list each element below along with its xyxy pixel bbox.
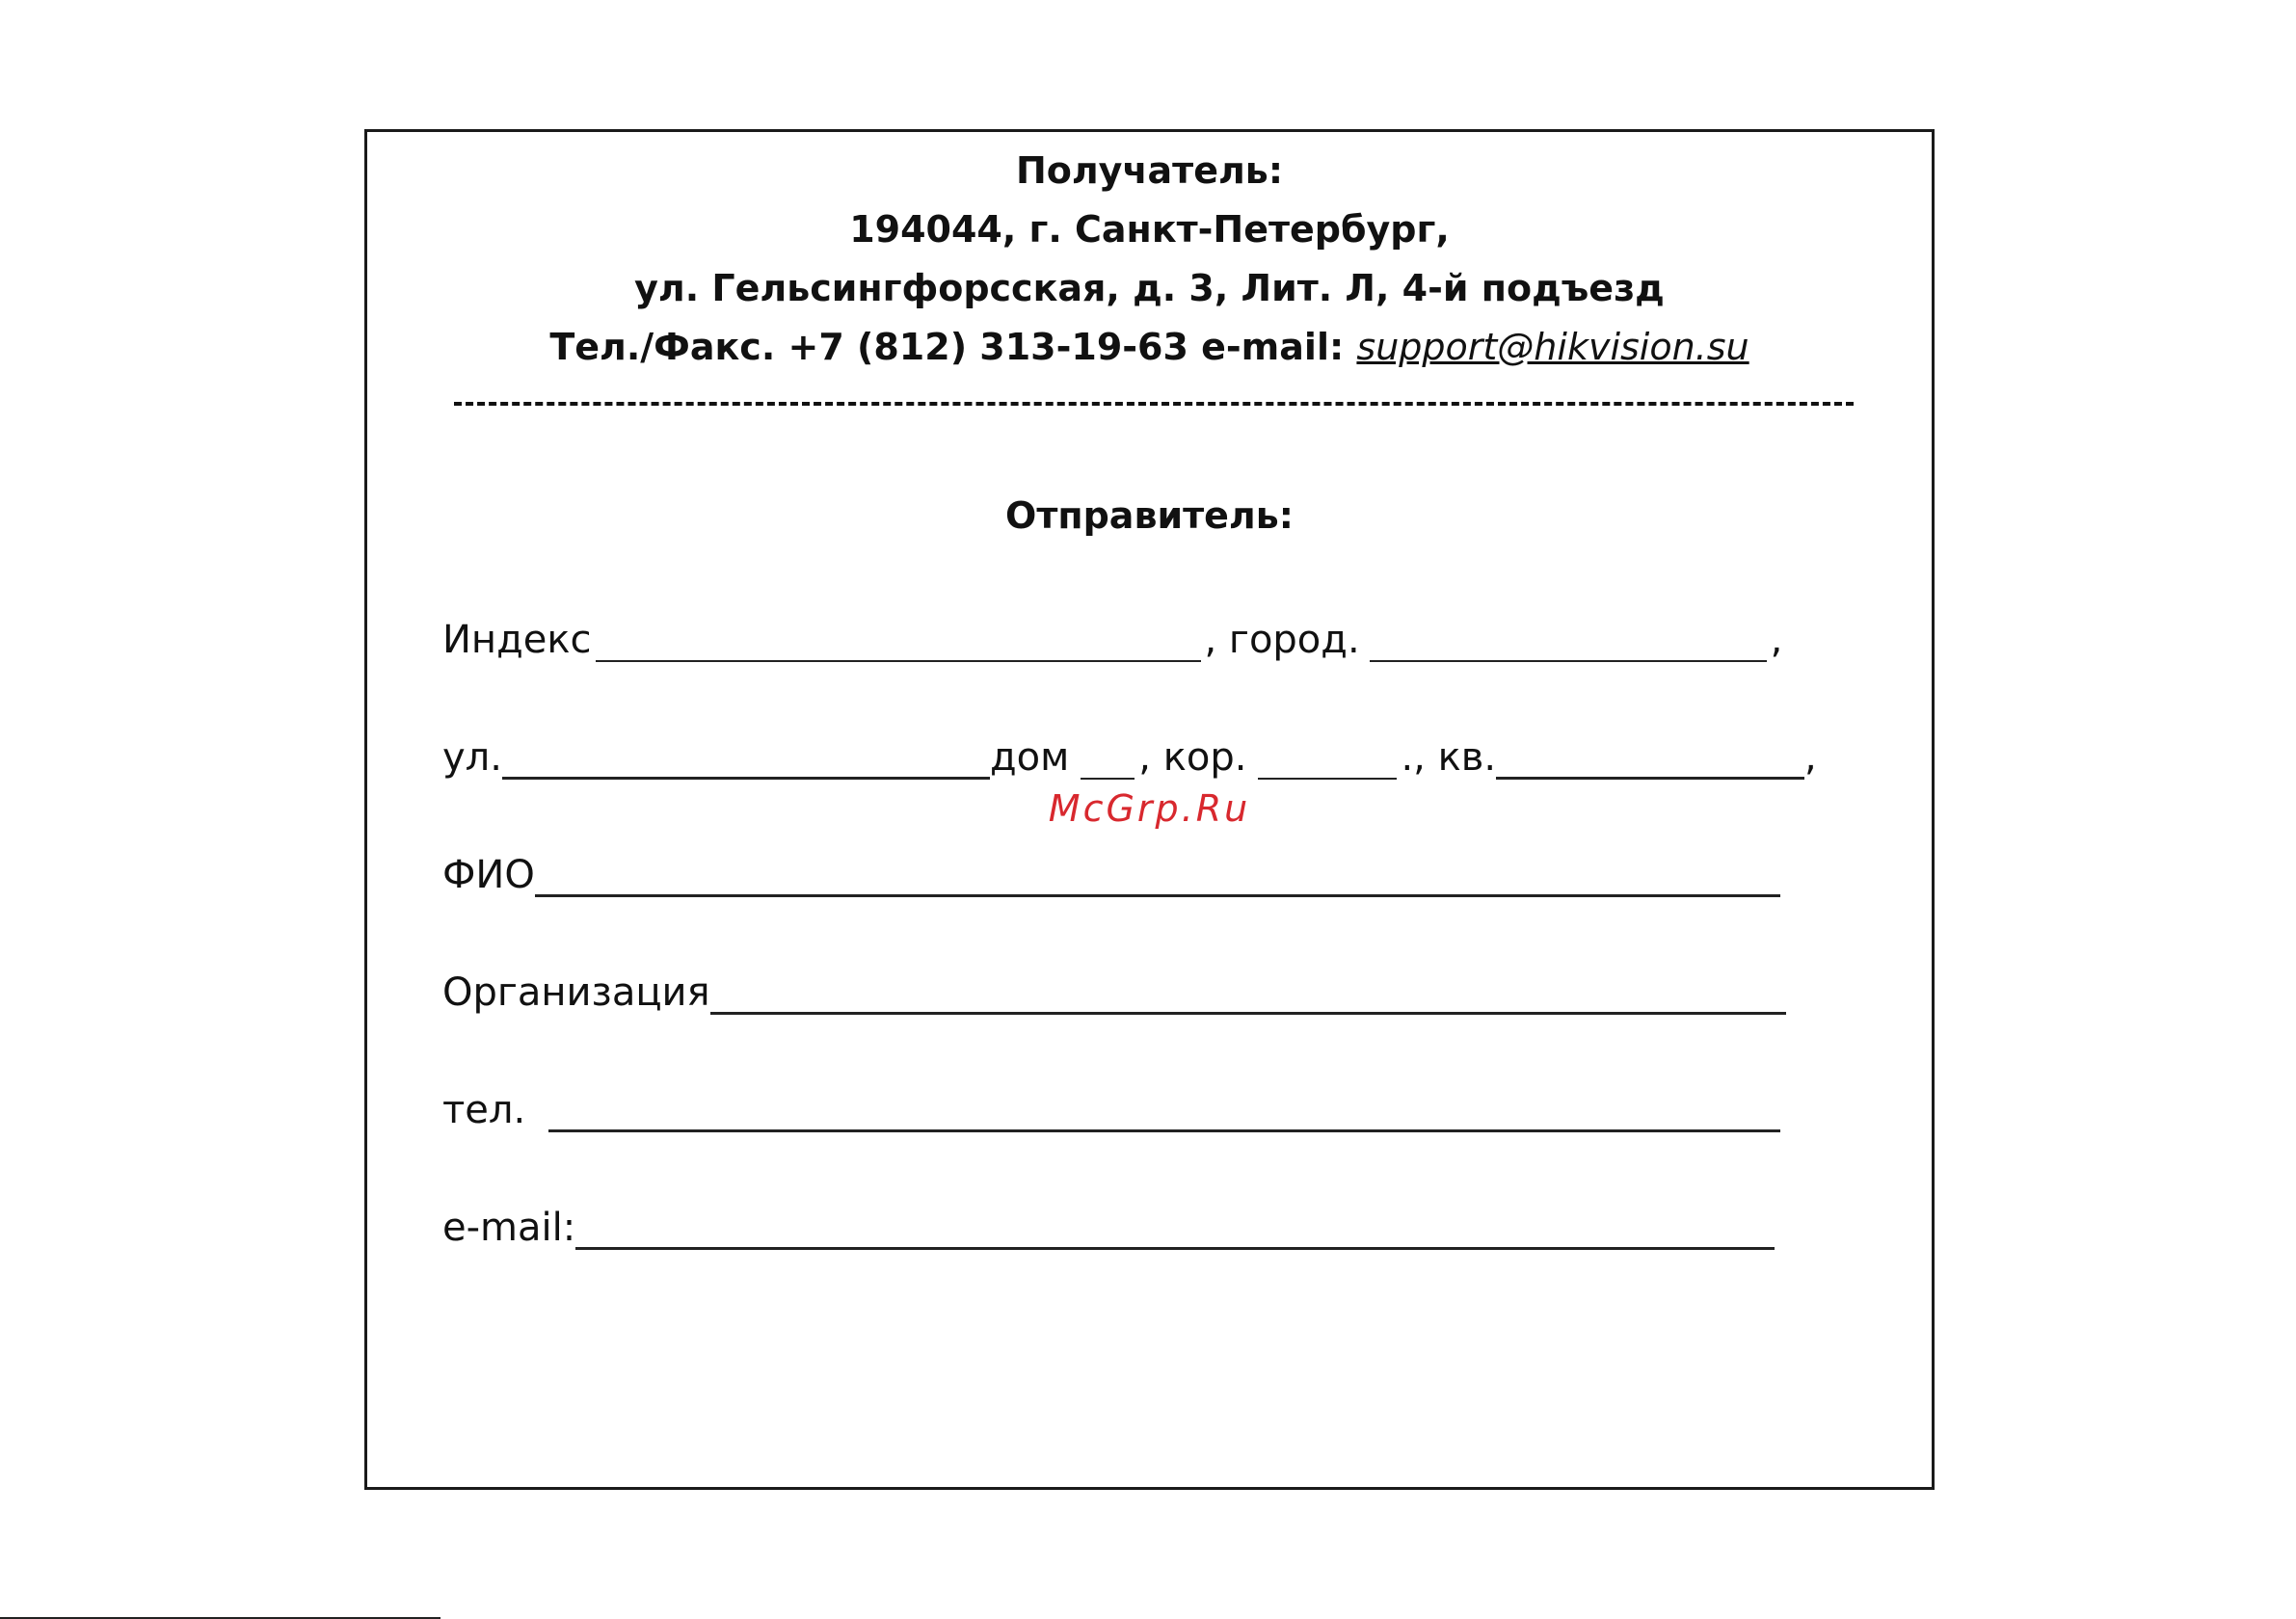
fio-label: ФИО xyxy=(442,853,535,897)
row-index-city xyxy=(442,604,1782,662)
recipient-block xyxy=(367,142,1932,377)
watermark: McGrp.Ru xyxy=(1048,787,1251,830)
building-field[interactable] xyxy=(1258,733,1397,780)
building-label: , кор. xyxy=(1138,735,1247,780)
city-label: , город. xyxy=(1204,618,1360,662)
recipient-line-1: 194044, г. Санкт-Петербург, xyxy=(849,208,1450,251)
phone-label: тел. xyxy=(442,1088,526,1132)
city-comma: , xyxy=(1770,618,1783,662)
recipient-line-2: ул. Гельсингфорсская, д. 3, Лит. Л, 4-й подъезд xyxy=(634,267,1665,309)
house-field[interactable] xyxy=(1081,733,1135,780)
address-form-frame xyxy=(364,129,1935,1490)
apartment-label: ., кв. xyxy=(1401,735,1497,780)
row-organization xyxy=(442,957,1786,1015)
house-label: дом xyxy=(989,735,1070,780)
email-label: e-mail: xyxy=(442,1206,576,1250)
row-street xyxy=(442,722,1817,780)
apartment-comma: , xyxy=(1804,735,1817,780)
apartment-field[interactable] xyxy=(1496,732,1804,780)
street-label: ул. xyxy=(442,735,502,780)
recipient-contact-line xyxy=(367,318,1932,377)
organization-field[interactable] xyxy=(710,968,1786,1015)
cut-line-divider xyxy=(454,402,1854,406)
fio-field[interactable] xyxy=(535,850,1780,897)
index-field[interactable] xyxy=(596,616,1201,662)
phone-field[interactable] xyxy=(548,1085,1780,1132)
row-phone xyxy=(442,1075,1784,1132)
recipient-title: Получатель: xyxy=(1015,149,1284,192)
index-label: Индекс xyxy=(442,618,592,662)
street-field[interactable] xyxy=(502,732,990,780)
recipient-phone: Тел./Факс. +7 (812) 313-19-63 e-mail: xyxy=(549,326,1357,368)
email-field[interactable] xyxy=(575,1203,1775,1250)
row-fio xyxy=(442,839,1780,897)
organization-label: Организация xyxy=(442,970,710,1015)
row-email xyxy=(442,1192,1775,1250)
recipient-email-link[interactable]: support@hikvision.su xyxy=(1356,326,1749,368)
city-field[interactable] xyxy=(1370,616,1767,662)
sender-title: Отправитель: xyxy=(1005,494,1294,537)
